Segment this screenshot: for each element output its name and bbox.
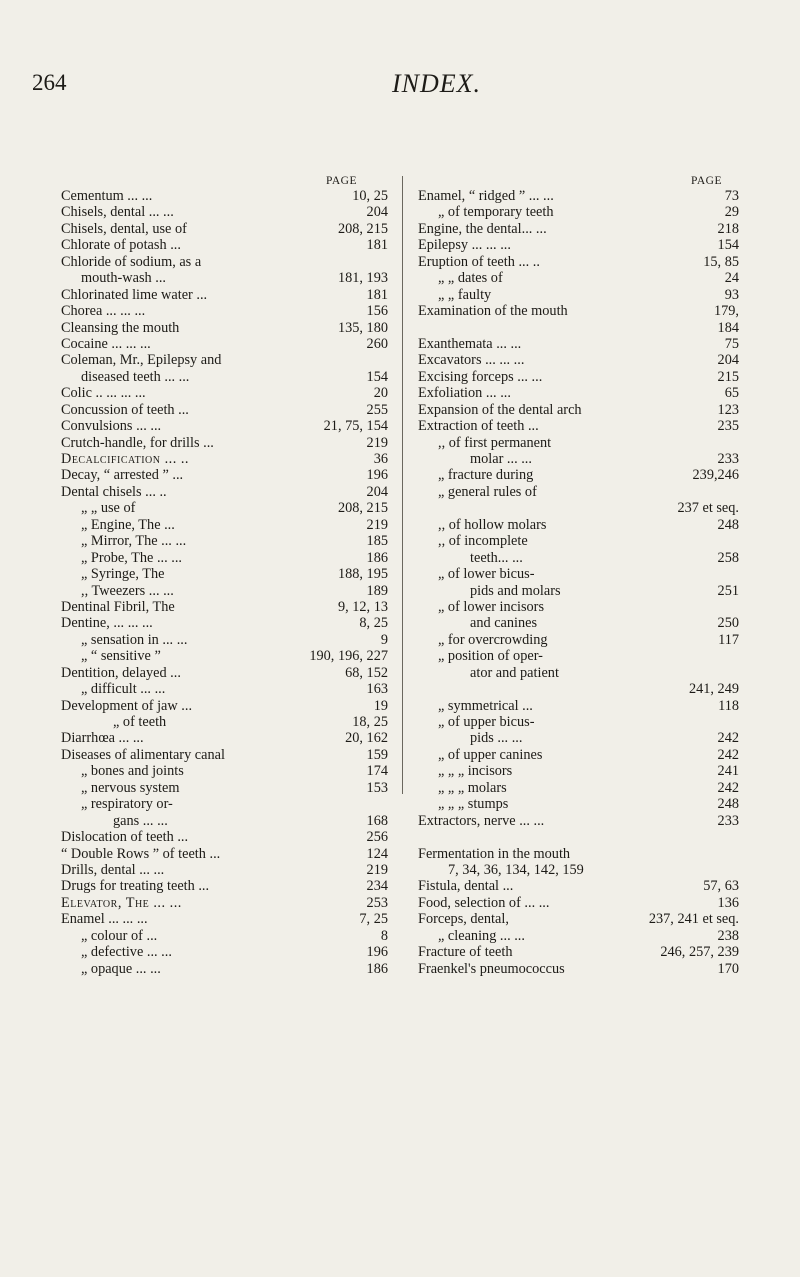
index-entry <box>418 698 739 714</box>
index-entry <box>418 878 739 894</box>
index-term: ator and patient <box>470 664 559 681</box>
index-term: Forceps, dental, <box>418 911 509 928</box>
index-entry <box>418 911 739 927</box>
index-entry <box>61 911 388 927</box>
index-term: pids and molars <box>470 582 561 599</box>
page-reference: 153 <box>363 780 388 796</box>
page-reference: 20 <box>370 385 388 401</box>
page-reference: 184 <box>714 320 739 336</box>
index-entry <box>61 204 388 220</box>
index-entry <box>61 221 388 237</box>
index-entry <box>418 237 739 253</box>
index-term: „ opaque ... ... <box>81 960 161 977</box>
index-term: Fracture of teeth <box>418 944 513 961</box>
index-term: Excising forceps ... ... <box>418 368 543 385</box>
index-term: Exfoliation ... ... <box>418 385 511 402</box>
index-entry <box>61 402 388 418</box>
page-reference: 181 <box>363 287 388 303</box>
index-term: „ „ „ stumps <box>438 796 509 813</box>
page-reference: 204 <box>363 204 388 220</box>
index-term: Exanthemata ... ... <box>418 335 522 352</box>
index-term: „ “ sensitive ” <box>81 648 161 665</box>
index-term: „ of lower incisors <box>438 598 545 615</box>
index-entry <box>418 320 739 336</box>
index-entry <box>61 878 388 894</box>
index-entry <box>418 763 739 779</box>
page-reference: 255 <box>363 402 388 418</box>
index-entry <box>418 615 739 631</box>
running-title: INDEX. <box>392 69 482 98</box>
page-reference: 29 <box>721 204 739 220</box>
index-term: „ „ dates of <box>438 270 503 287</box>
page-reference: 241 <box>714 763 739 779</box>
index-term: „ sensation in ... ... <box>81 631 188 648</box>
index-entry <box>61 615 388 631</box>
index-term: and canines <box>470 615 538 632</box>
page-reference: 136 <box>714 895 739 911</box>
index-term: Chorea ... ... ... <box>61 303 146 320</box>
page-reference: 163 <box>363 681 388 697</box>
index-term: Decay, “ arrested ” ... <box>61 467 184 484</box>
index-term: ,, Tweezers ... ... <box>81 582 174 599</box>
index-term: Engine, the dental... ... <box>418 220 547 237</box>
index-term: „ fracture during <box>438 467 534 484</box>
index-term: Fermentation in the mouth <box>418 845 571 862</box>
index-entry <box>61 270 388 286</box>
page-reference: 8, 25 <box>355 615 388 631</box>
right-column-heading: PAGE <box>691 175 722 187</box>
index-term: „ cleaning ... ... <box>438 927 525 944</box>
index-entry <box>418 435 739 451</box>
index-entry <box>418 221 739 237</box>
page-reference: 256 <box>363 829 388 845</box>
index-term: Expansion of the dental arch <box>418 401 582 418</box>
index-entry <box>61 451 388 467</box>
index-entry <box>61 533 388 549</box>
index-entry <box>61 665 388 681</box>
page-reference: 219 <box>363 862 388 878</box>
page-reference: 218 <box>714 221 739 237</box>
page-reference: 233 <box>714 813 739 829</box>
page-reference: 21, 75, 154 <box>320 418 388 434</box>
index-entry <box>418 566 739 582</box>
index-entry <box>61 418 388 434</box>
index-term: Cocaine ... ... ... <box>61 335 151 352</box>
index-entry <box>418 862 739 878</box>
page-reference: 185 <box>363 533 388 549</box>
index-entry <box>61 747 388 763</box>
index-term: „ „ „ incisors <box>438 763 513 780</box>
page-reference: 242 <box>714 780 739 796</box>
index-term: „ defective ... ... <box>81 944 172 961</box>
index-entry <box>418 204 739 220</box>
index-term: Convulsions ... ... <box>61 418 162 435</box>
index-entry <box>61 648 388 664</box>
index-entry <box>418 829 739 845</box>
index-entry <box>61 730 388 746</box>
page-reference: 235 <box>714 418 739 434</box>
index-term: ,, of incomplete <box>438 533 528 550</box>
index-entry <box>61 566 388 582</box>
index-term: “ Double Rows ” of teeth ... <box>61 845 221 862</box>
page-reference: 24 <box>721 270 739 286</box>
page-reference: 73 <box>721 188 739 204</box>
page-reference: 154 <box>363 369 388 385</box>
index-entry <box>61 320 388 336</box>
index-term: „ „ „ molars <box>438 779 507 796</box>
index-entry <box>418 895 739 911</box>
index-entry <box>418 287 739 303</box>
page-reference: 159 <box>363 747 388 763</box>
index-term: Diseases of alimentary canal <box>61 746 225 763</box>
index-entry <box>61 352 388 368</box>
page-reference: 188, 195 <box>334 566 388 582</box>
index-entry <box>418 500 739 516</box>
index-term: Colic .. ... ... ... <box>61 385 146 402</box>
index-entry <box>418 928 739 944</box>
index-term: „ of lower bicus- <box>438 566 535 583</box>
page-reference: 9 <box>377 632 388 648</box>
index-term: pids ... ... <box>470 730 523 747</box>
page-reference: 219 <box>363 517 388 533</box>
page-reference: 250 <box>714 615 739 631</box>
index-entry <box>418 665 739 681</box>
index-term: Fistula, dental ... <box>418 878 514 895</box>
index-entry <box>61 435 388 451</box>
index-entry <box>418 648 739 664</box>
index-entry <box>61 188 388 204</box>
page-reference: 241, 249 <box>685 681 739 697</box>
index-entry <box>61 714 388 730</box>
index-entry <box>418 467 739 483</box>
page-reference: 68, 152 <box>341 665 388 681</box>
index-entry <box>418 747 739 763</box>
index-term: Excavators ... ... ... <box>418 352 525 369</box>
index-term: Development of jaw ... <box>61 697 193 714</box>
index-term: Eruption of teeth ... .. <box>418 253 540 270</box>
index-entry <box>61 895 388 911</box>
page-reference: 189 <box>363 583 388 599</box>
index-term: „ Probe, The ... ... <box>81 549 182 566</box>
index-entry <box>418 780 739 796</box>
index-term: „ difficult ... ... <box>81 681 166 698</box>
page-reference: 233 <box>714 451 739 467</box>
index-term: gans ... ... <box>113 812 168 829</box>
page-reference: 190, 196, 227 <box>305 648 388 664</box>
page-number: 264 <box>32 70 67 95</box>
index-term: „ symmetrical ... <box>438 697 533 714</box>
page-reference: 124 <box>363 846 388 862</box>
index-entry <box>61 846 388 862</box>
index-term: diseased teeth ... ... <box>81 368 190 385</box>
index-term: Diarrhœa ... ... <box>61 730 144 747</box>
index-term: „ nervous system <box>81 779 180 796</box>
page-reference: 15, 85 <box>699 254 739 270</box>
index-term: Cleansing the mouth <box>61 319 180 336</box>
index-term: „ position of oper- <box>438 648 543 665</box>
index-entry <box>61 763 388 779</box>
index-term: Elevator, The ... ... <box>61 894 182 911</box>
index-term: 7, 34, 36, 134, 142, 159 <box>448 861 584 878</box>
page-reference: 186 <box>363 961 388 977</box>
index-entry <box>61 287 388 303</box>
index-term: „ general rules of <box>438 483 537 500</box>
index-entry <box>61 336 388 352</box>
index-entry <box>61 698 388 714</box>
index-term: Dentinal Fibril, The <box>61 598 175 615</box>
index-term: Dentine, ... ... ... <box>61 615 153 632</box>
index-term: Drugs for treating teeth ... <box>61 878 210 895</box>
index-entry <box>418 813 739 829</box>
page-reference: 20, 162 <box>341 730 388 746</box>
index-entry <box>418 714 739 730</box>
index-term: „ Mirror, The ... ... <box>81 533 187 550</box>
index-term: ,, of first permanent <box>438 434 552 451</box>
page-reference: 156 <box>363 303 388 319</box>
page-reference: 215 <box>714 369 739 385</box>
index-entry <box>61 303 388 319</box>
index-entry <box>61 500 388 516</box>
index-term: Chlorate of potash ... <box>61 237 181 254</box>
page-reference: 248 <box>714 796 739 812</box>
page-reference: 237, 241 et seq. <box>645 911 739 927</box>
index-entry <box>418 681 739 697</box>
index-entry <box>61 928 388 944</box>
page-reference: 118 <box>714 698 739 714</box>
index-term: Dentition, delayed ... <box>61 664 181 681</box>
page-reference: 219 <box>363 435 388 451</box>
index-entry <box>418 550 739 566</box>
left-column-heading: PAGE <box>326 175 357 187</box>
page-reference: 135, 180 <box>334 320 388 336</box>
index-term: Chisels, dental ... ... <box>61 204 174 221</box>
page-reference: 186 <box>363 550 388 566</box>
page-reference: 7, 25 <box>355 911 388 927</box>
page-reference: 117 <box>714 632 739 648</box>
page-reference: 234 <box>363 878 388 894</box>
index-entry <box>418 944 739 960</box>
index-entry <box>61 796 388 812</box>
index-term: Decalcification ... .. <box>61 451 190 467</box>
index-entry <box>418 336 739 352</box>
page-reference: 57, 63 <box>699 878 739 894</box>
index-entry <box>61 369 388 385</box>
index-entry <box>61 385 388 401</box>
index-entry <box>418 533 739 549</box>
index-term: Food, selection of ... ... <box>418 894 550 911</box>
index-term: „ „ faulty <box>438 286 492 303</box>
index-term: Extractors, nerve ... ... <box>418 812 545 829</box>
index-entry <box>418 254 739 270</box>
left-index-column <box>61 188 388 977</box>
index-entry <box>61 583 388 599</box>
index-entry <box>61 862 388 878</box>
page-reference: 196 <box>363 944 388 960</box>
index-entry <box>61 944 388 960</box>
index-entry <box>418 188 739 204</box>
page-reference: 251 <box>714 583 739 599</box>
page-reference: 242 <box>714 730 739 746</box>
index-term: „ for overcrowding <box>438 631 548 648</box>
index-term: Examination of the mouth <box>418 303 568 320</box>
page-reference: 181, 193 <box>334 270 388 286</box>
index-entry <box>61 599 388 615</box>
index-term: Dental chisels ... .. <box>61 483 167 500</box>
index-term: mouth-wash ... <box>81 270 166 287</box>
page-reference: 208, 215 <box>334 221 388 237</box>
index-term: Chloride of sodium, as a <box>61 253 202 270</box>
page-reference: 9, 12, 13 <box>334 599 388 615</box>
right-index-column <box>418 188 739 977</box>
page-reference: 179, <box>710 303 739 319</box>
index-term: „ of upper canines <box>438 746 543 763</box>
index-entry <box>418 961 739 977</box>
page-reference: 36 <box>370 451 388 467</box>
index-term: „ Engine, The ... <box>81 516 175 533</box>
index-term: „ Syringe, The <box>81 566 165 583</box>
page-reference: 168 <box>363 813 388 829</box>
page-reference: 18, 25 <box>348 714 388 730</box>
index-entry <box>418 270 739 286</box>
index-entry <box>418 583 739 599</box>
index-entry <box>61 517 388 533</box>
index-term: „ colour of ... <box>81 927 158 944</box>
index-term: Concussion of teeth ... <box>61 401 189 418</box>
index-entry <box>61 254 388 270</box>
index-term: Coleman, Mr., Epilepsy and <box>61 352 222 369</box>
page-reference: 239,246 <box>689 467 739 483</box>
index-term: Chlorinated lime water ... <box>61 286 208 303</box>
index-entry <box>418 303 739 319</box>
page-reference: 246, 257, 239 <box>656 944 739 960</box>
index-entry <box>61 550 388 566</box>
index-term: „ respiratory or- <box>81 796 173 813</box>
index-entry <box>61 961 388 977</box>
page-reference: 204 <box>363 484 388 500</box>
page-reference: 248 <box>714 517 739 533</box>
index-term: „ „ use of <box>81 500 136 517</box>
page-reference: 93 <box>721 287 739 303</box>
index-entry <box>61 484 388 500</box>
index-term: „ of teeth <box>113 714 167 730</box>
page-reference: 208, 215 <box>334 500 388 516</box>
index-entry <box>418 730 739 746</box>
index-entry <box>418 599 739 615</box>
index-entry <box>418 451 739 467</box>
index-term: Fraenkel's pneumococcus <box>418 960 565 977</box>
page-reference: 174 <box>363 763 388 779</box>
page-reference: 123 <box>714 402 739 418</box>
page-reference: 238 <box>714 928 739 944</box>
index-term: Cementum ... ... <box>61 188 153 204</box>
index-entry <box>418 369 739 385</box>
index-entry <box>418 632 739 648</box>
index-entry <box>418 418 739 434</box>
page-reference: 170 <box>714 961 739 977</box>
index-term: „ of upper bicus- <box>438 714 535 730</box>
page-reference: 253 <box>363 895 388 911</box>
index-term: Epilepsy ... ... ... <box>418 237 511 254</box>
index-entry <box>61 681 388 697</box>
page-reference: 237 et seq. <box>673 500 739 516</box>
index-entry <box>418 484 739 500</box>
index-entry <box>61 632 388 648</box>
index-entry <box>418 517 739 533</box>
index-term: ,, of hollow molars <box>438 516 547 533</box>
index-entry <box>61 813 388 829</box>
page-reference: 8 <box>377 928 388 944</box>
page-reference: 10, 25 <box>348 188 388 204</box>
index-term: Chisels, dental, use of <box>61 220 187 237</box>
index-term: Drills, dental ... ... <box>61 861 165 878</box>
index-term: Extraction of teeth ... <box>418 418 539 435</box>
index-entry <box>61 467 388 483</box>
page-reference: 204 <box>714 352 739 368</box>
index-term: Crutch-handle, for drills ... <box>61 434 214 451</box>
index-term: „ of temporary teeth <box>438 204 554 221</box>
index-entry <box>418 385 739 401</box>
column-divider <box>402 176 403 794</box>
index-term: „ bones and joints <box>81 763 184 780</box>
index-term: Enamel ... ... ... <box>61 911 148 928</box>
page-reference: 154 <box>714 237 739 253</box>
page-reference: 260 <box>363 336 388 352</box>
page-reference: 75 <box>721 336 739 352</box>
index-term: teeth... ... <box>470 549 523 566</box>
index-term: Enamel, “ ridged ” ... ... <box>418 188 554 204</box>
index-term: Dislocation of teeth ... <box>61 829 189 846</box>
index-entry <box>418 796 739 812</box>
index-entry <box>418 846 739 862</box>
index-entry <box>418 402 739 418</box>
page-reference: 181 <box>363 237 388 253</box>
page-reference: 242 <box>714 747 739 763</box>
page-reference: 65 <box>721 385 739 401</box>
page-reference: 196 <box>363 467 388 483</box>
page-reference: 19 <box>370 698 388 714</box>
index-entry <box>61 780 388 796</box>
index-entry <box>418 352 739 368</box>
index-entry <box>61 237 388 253</box>
index-entry <box>61 829 388 845</box>
page-reference: 258 <box>714 550 739 566</box>
index-term: molar ... ... <box>470 451 532 467</box>
